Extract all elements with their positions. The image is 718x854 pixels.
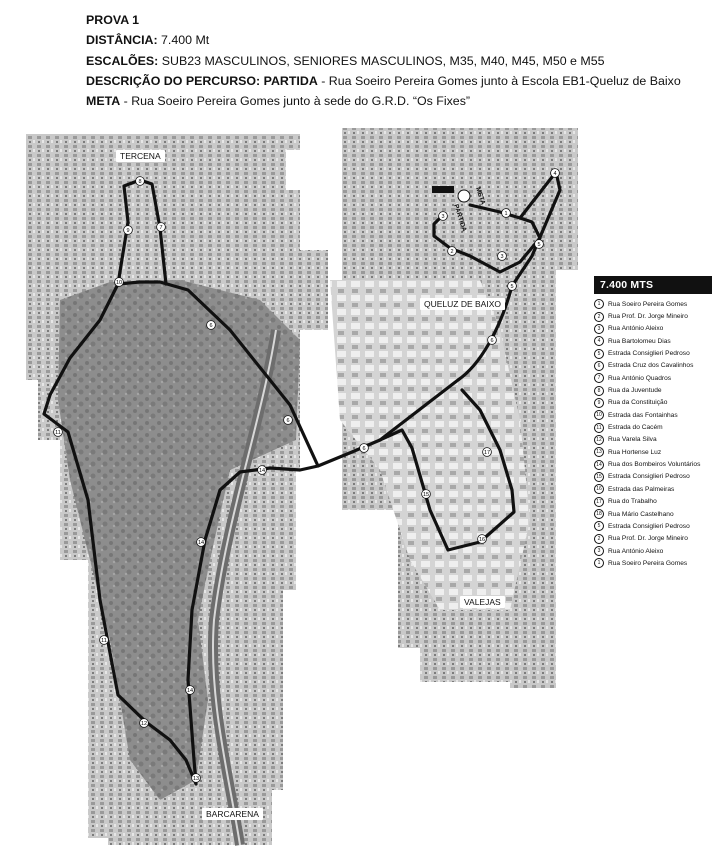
route-marker	[551, 169, 560, 178]
legend-item-street: Estrada das Palmeiras	[608, 485, 675, 493]
route-marker	[498, 252, 507, 261]
legend-item-number: 10	[594, 410, 604, 420]
legend-item	[594, 384, 712, 396]
legend-title: 7.400 MTS	[594, 276, 712, 294]
legend-item-street: Rua Bartolomeu Dias	[608, 337, 671, 345]
route-description: DESCRIÇÃO DO PERCURSO: PARTIDA - Rua Soeiro Pereira Gomes junto à Escola EB1-Queluz de Baixo	[86, 73, 681, 88]
route-marker-number: 14	[186, 688, 194, 694]
legend-item-street: Rua Prof. Dr. Jorge Mineiro	[608, 535, 688, 543]
route-marker-number: 6	[286, 418, 290, 424]
route-marker-number: 10	[115, 280, 123, 286]
legend-item-number: 9	[594, 398, 604, 408]
legend-item-number: 6	[594, 361, 604, 371]
route-marker	[115, 278, 124, 287]
legend-item-number: 15	[594, 472, 604, 482]
route-marker	[508, 282, 517, 291]
route-marker	[54, 428, 63, 437]
place-label-queluz-de-baixo: QUELUZ DE BAIXO	[420, 298, 505, 310]
route-marker-number: 4	[553, 171, 557, 177]
legend-item	[594, 557, 712, 569]
legend-item	[594, 409, 712, 421]
route-marker-number: 6	[362, 446, 366, 452]
route-marker-number: 13	[192, 776, 200, 782]
finish-label: META	[474, 186, 487, 206]
legend-item-number: 3	[594, 324, 604, 334]
legend-item-street: Rua António Aleixo	[608, 325, 664, 333]
legend-item-street: Estrada Cruz dos Cavalinhos	[608, 362, 694, 370]
route-marker-number: 5	[510, 284, 514, 290]
legend-item-number: 5	[594, 521, 604, 531]
route-marker	[192, 774, 201, 783]
legend-item-street: Estrada Consiglieri Pedroso	[608, 350, 690, 358]
place-label-barcarena: BARCARENA	[202, 808, 263, 820]
route-marker-number: 14	[197, 540, 205, 546]
legend-item-number: 18	[594, 509, 604, 519]
route-marker	[422, 490, 431, 499]
route-marker-number: 12	[140, 721, 148, 727]
finish-description: META - Rua Soeiro Pereira Gomes junto à sede do G.R.D. “Os Fixes”	[86, 94, 471, 109]
legend-item-number: 1	[594, 299, 604, 309]
legend-item-number: 12	[594, 435, 604, 445]
route-marker-number: 15	[422, 492, 430, 498]
legend-item	[594, 421, 712, 433]
route-marker	[535, 240, 544, 249]
legend-item-number: 11	[594, 423, 604, 433]
legend-item-number: 1	[594, 558, 604, 568]
legend-item-number: 3	[594, 546, 604, 556]
route-marker	[488, 336, 497, 345]
legend-item	[594, 434, 712, 446]
route-marker-number: 5	[537, 242, 541, 248]
route-marker	[284, 416, 293, 425]
legend-item-number: 14	[594, 460, 604, 470]
legend-item-street: Rua Prof. Dr. Jorge Mineiro	[608, 313, 688, 321]
route-marker-number: 3	[500, 254, 504, 260]
legend-item	[594, 323, 712, 335]
route-marker-number: 2	[450, 249, 454, 255]
legend-item-number: 7	[594, 373, 604, 383]
route-marker	[136, 177, 145, 186]
route-marker-number: 11	[101, 638, 107, 644]
route-marker-number: 1	[504, 211, 508, 217]
legend-item-number: 2	[594, 312, 604, 322]
legend-item	[594, 483, 712, 495]
legend-item-number: 8	[594, 386, 604, 396]
legend-item	[594, 520, 712, 532]
route-marker	[186, 686, 195, 695]
route-marker-number: 17	[483, 450, 491, 456]
legend-item	[594, 458, 712, 470]
route-marker	[258, 466, 267, 475]
finish-icon	[458, 190, 470, 202]
legend-item-number: 13	[594, 447, 604, 457]
race-distance: DISTÂNCIA: 7.400 Mt	[86, 33, 210, 48]
legend-item	[594, 335, 712, 347]
route-marker-number: 14	[258, 468, 266, 474]
legend-item-street: Rua dos Bombeiros Voluntários	[608, 461, 701, 469]
start-label: PARTIDA	[452, 203, 468, 233]
route-marker	[140, 719, 149, 728]
route-marker	[502, 209, 511, 218]
route-marker	[360, 444, 369, 453]
place-label-tercena: TERCENA	[116, 150, 165, 162]
legend-item	[594, 446, 712, 458]
legend-item-street: Rua da Juventude	[608, 387, 662, 395]
route-marker	[157, 223, 166, 232]
route-marker-number: 9	[126, 228, 130, 234]
legend-item-number: 16	[594, 484, 604, 494]
legend-item-street: Rua Varela Silva	[608, 436, 657, 444]
route-marker	[207, 321, 216, 330]
aerial-photo	[26, 128, 578, 845]
legend-item	[594, 347, 712, 359]
route-marker	[197, 538, 206, 547]
start-flag	[432, 186, 454, 193]
legend-item	[594, 372, 712, 384]
route-marker	[439, 212, 448, 221]
route-marker-number: 16	[478, 537, 486, 543]
legend-item	[594, 471, 712, 483]
legend-item-street: Rua Mário Castelhano	[608, 510, 674, 518]
legend-item-street: Estrada Consiglieri Pedroso	[608, 522, 690, 530]
legend-item-street: Rua Hortense Luz	[608, 448, 662, 456]
legend-item	[594, 298, 712, 310]
legend-item-street: Rua António Aleixo	[608, 547, 664, 555]
route-marker-number: 3	[441, 214, 445, 220]
legend-item-street: Rua do Trabalho	[608, 498, 657, 506]
route-marker-number: 6	[490, 338, 494, 344]
route-marker-number: 7	[159, 225, 163, 231]
legend-item	[594, 496, 712, 508]
legend-item	[594, 533, 712, 545]
legend-item-street: Rua Soeiro Pereira Gomes	[608, 300, 688, 308]
legend-list	[594, 298, 712, 570]
route-legend	[594, 276, 712, 570]
legend-item-street: Estrada das Fontainhas	[608, 411, 678, 419]
place-label-valejas: VALEJAS	[460, 596, 505, 608]
race-categories: ESCALÕES: SUB23 MASCULINOS, SENIORES MASCULINOS, M35, M40, M45, M50 e M55	[86, 53, 605, 68]
race-title: PROVA 1	[86, 13, 140, 27]
legend-item-street: Rua Soeiro Pereira Gomes	[608, 559, 688, 567]
route-marker	[124, 226, 133, 235]
legend-item-street: Estrada do Cacém	[608, 424, 663, 432]
legend-item	[594, 310, 712, 322]
route-marker-number: 8	[138, 179, 142, 185]
legend-item	[594, 508, 712, 520]
route-marker	[483, 448, 492, 457]
legend-item-number: 2	[594, 534, 604, 544]
legend-item	[594, 397, 712, 409]
route-marker-number: 11	[55, 430, 61, 436]
legend-item-number: 17	[594, 497, 604, 507]
legend-item-street: Rua António Quadros	[608, 374, 672, 382]
route-marker	[448, 247, 457, 256]
route-marker	[478, 535, 487, 544]
route-marker-number: 6	[209, 323, 213, 329]
legend-item	[594, 545, 712, 557]
legend-item-number: 5	[594, 349, 604, 359]
legend-item-number: 4	[594, 336, 604, 346]
legend-item	[594, 360, 712, 372]
legend-item-street: Rua da Constituição	[608, 399, 668, 407]
route-marker	[100, 636, 109, 645]
legend-item-street: Estrada Consiglieri Pedroso	[608, 473, 690, 481]
